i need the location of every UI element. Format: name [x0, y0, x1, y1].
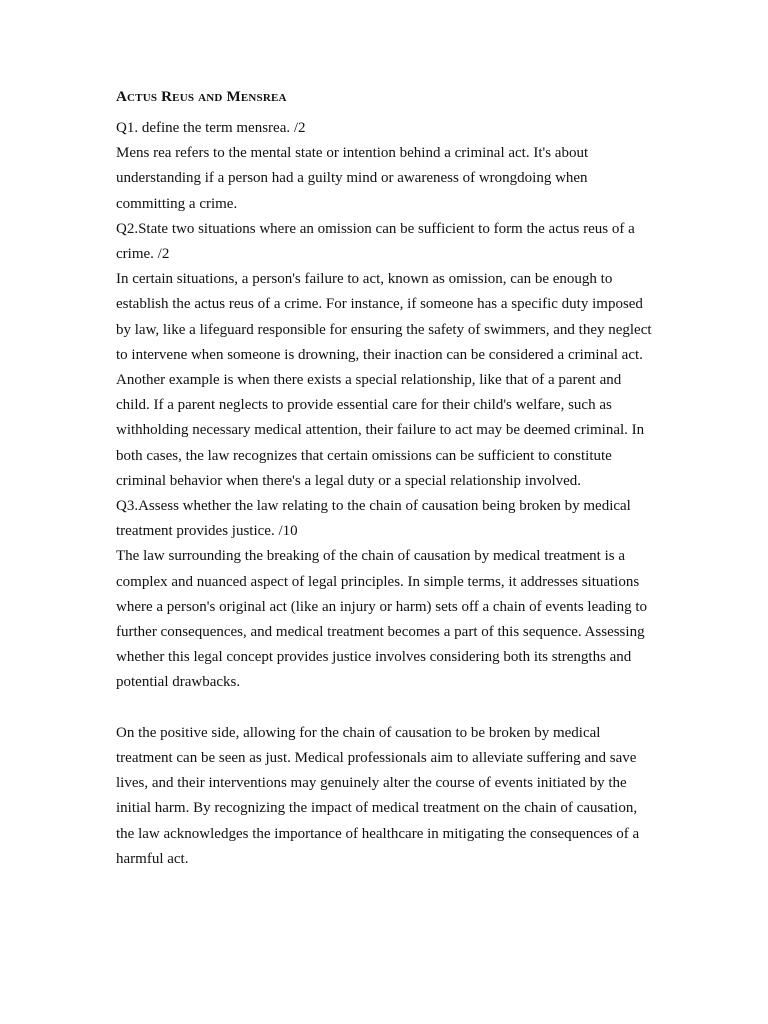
paragraph-spacer: [116, 696, 656, 721]
answer-3-positive: On the positive side, allowing for the chain of causation to be broken by medical treatment can be seen as just. Medical professionals aim to alleviate suffering and save lives, and their interventions may genuinely alter the course of events initiated by the initial harm. By recognizing the impact of medical treatment on the chain of causation, the law acknowledges the importance of healthcare in mitigating the consequences of a harmful act.: [116, 724, 640, 867]
answer-1: Mens rea refers to the mental state or intention behind a criminal act. It's about understanding if a person had a guilty mind or awareness of wrongdoing when committing a crime.: [116, 145, 589, 212]
answer-3-intro: The law surrounding the breaking of the chain of causation by medical treatment is a complex and nuanced aspect of legal principles. In simple terms, it addresses situations where a person's original act (like an injury or harm) sets off a chain of events leading to further consequences, and medical treatment becomes a part of this sequence. Assessing whether this legal concept provides justice involves considering both its strengths and potential drawbacks.: [116, 548, 647, 691]
question-1: Q1. define the term mensrea. /2: [116, 120, 306, 136]
document-body: [116, 86, 656, 872]
answer-2: In certain situations, a person's failure to act, known as omission, can be enough to establish the actus reus of a crime. For instance, if someone has a specific duty imposed by law, like a lifeguard responsible for ensuring the safety of swimmers, and they neglect to intervene when someone is drowning, their inaction can be considered a criminal act. Another example is when there exists a special relationship, like that of a parent and child. If a parent neglects to provide essential care for their child's welfare, such as withholding necessary medical attention, their failure to act may be deemed criminal. In both cases, the law recognizes that certain omissions can be sufficient to constitute criminal behavior when there's a legal duty or a special relationship involved.: [116, 271, 652, 489]
document-title: Actus Reus and Mensrea: [116, 89, 287, 105]
question-2: Q2.State two situations where an omission can be sufficient to form the actus reus of a crime. /2: [116, 220, 635, 263]
question-3: Q3.Assess whether the law relating to the chain of causation being broken by medical treatment provides justice. /10: [116, 498, 631, 540]
